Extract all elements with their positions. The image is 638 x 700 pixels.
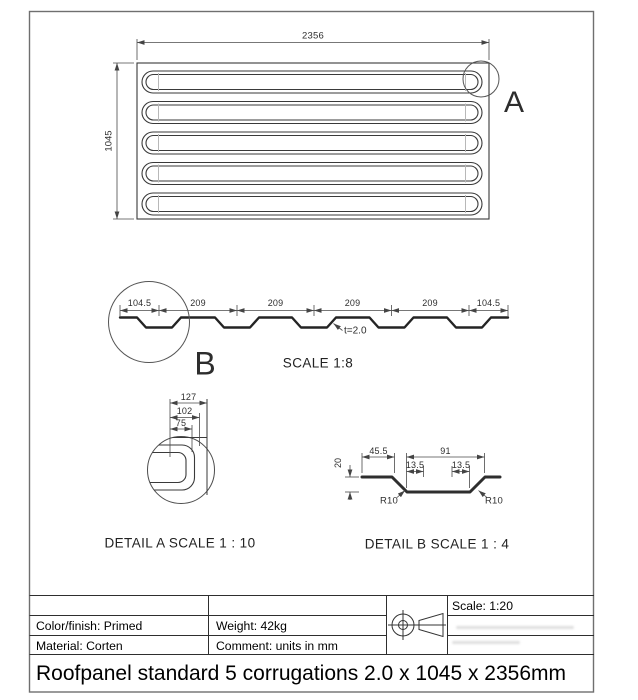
dim-section-5: 209 <box>422 297 438 308</box>
dim-section-3: 209 <box>267 297 284 308</box>
titleblock-comment: Comment: units in mm <box>216 638 338 653</box>
detail-b-caption: DETAIL B SCALE 1 : 4 <box>364 536 510 552</box>
detail-a-marker-letter: A <box>503 86 525 119</box>
section-view-drawing <box>109 282 509 363</box>
titleblock-scale: Scale: 1:20 <box>452 599 513 613</box>
dim-detail-a-102: 102 <box>176 406 193 416</box>
tangent-ticks <box>159 73 466 213</box>
titleblock-weight: Weight: 42kg <box>216 619 287 633</box>
dim-section-1: 104.5 <box>127 297 152 308</box>
dim-section-2: 209 <box>190 297 206 308</box>
section-dimensions <box>120 305 508 316</box>
dim-detail-b-13-5-left: 13.5 <box>405 460 425 470</box>
dim-detail-b-45-5: 45.5 <box>369 445 388 456</box>
detail-b-profile <box>362 477 500 492</box>
titleblock-color-finish: Color/finish: Primed <box>36 619 143 633</box>
dim-panel-height: 1045 <box>103 130 115 152</box>
redacted-text-smudge-1 <box>456 626 574 629</box>
section-scale-label: SCALE 1:8 <box>282 355 354 371</box>
panel-outline <box>137 63 489 219</box>
dim-detail-b-20: 20 <box>332 457 343 469</box>
top-view-dimensions <box>113 39 489 219</box>
dim-panel-width: 2356 <box>302 30 324 41</box>
detail-a-boundary <box>148 437 215 504</box>
section-profile <box>120 318 508 328</box>
detail-b-marker-letter: B <box>194 345 216 382</box>
dim-detail-b-91: 91 <box>440 445 451 456</box>
dim-detail-a-127: 127 <box>180 391 197 402</box>
redacted-text-smudge-2 <box>452 641 520 644</box>
drawing-title: Roofpanel standard 5 corrugations 2.0 x 1045 x 2356mm <box>36 661 566 685</box>
thickness-leader <box>334 324 343 331</box>
titleblock-material: Material: Corten <box>36 638 123 653</box>
dim-detail-a-75: 75 <box>175 417 187 428</box>
dim-section-6: 104.5 <box>476 297 501 308</box>
dim-detail-b-r10-right: R10 <box>484 495 504 506</box>
dim-detail-b-r10-left: R10 <box>379 495 399 506</box>
thickness-label: t=2.0 <box>344 325 367 337</box>
top-view-drawing <box>137 61 499 219</box>
projection-symbol-icon <box>388 610 446 640</box>
detail-a-bubble <box>463 61 499 97</box>
dim-section-4: 209 <box>344 297 361 308</box>
corrugations <box>142 71 482 215</box>
detail-a-caption: DETAIL A SCALE 1 : 10 <box>104 535 256 551</box>
dim-detail-b-13-5-right: 13.5 <box>451 460 471 470</box>
